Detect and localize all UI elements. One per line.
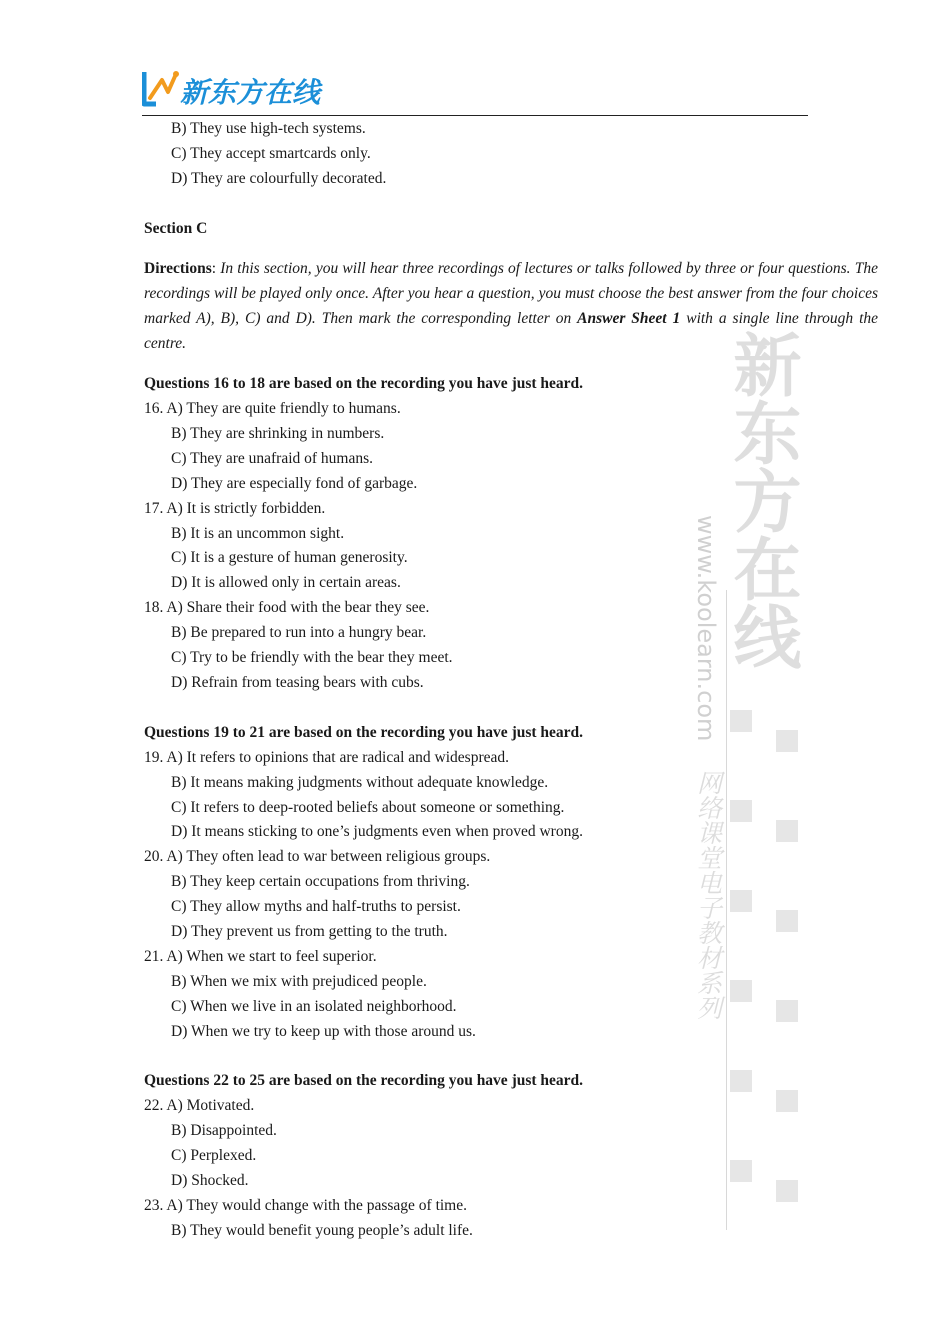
option-line: D) Shocked. <box>171 1172 249 1190</box>
brand-name: 新东方在线 <box>180 76 321 109</box>
document-body <box>144 117 878 1244</box>
group-heading: Questions 22 to 25 are based on the recording you have just heard. <box>144 1072 584 1090</box>
option-line: D) Refrain from teasing bears with cubs. <box>171 674 424 692</box>
option-line: C) When we live in an isolated neighborhood. <box>171 997 457 1015</box>
option-line: C) It is a gesture of human generosity. <box>171 549 408 567</box>
group-heading: Questions 19 to 21 are based on the recording you have just heard. <box>144 723 584 741</box>
section-title: Section C <box>144 219 208 237</box>
option-line: D) It is allowed only in certain areas. <box>171 574 401 592</box>
directions-label: Directions <box>144 260 212 278</box>
option-line: C) Perplexed. <box>171 1147 257 1165</box>
question-line: 22. A) Motivated. <box>144 1097 255 1115</box>
option-line: D) They are especially fond of garbage. <box>171 474 418 492</box>
option-line: B) They would benefit young people’s adult life. <box>171 1221 473 1239</box>
option-line: B) Be prepared to run into a hungry bear. <box>171 624 427 642</box>
question-line: 23. A) They would change with the passage of time. <box>144 1197 467 1215</box>
spacer <box>144 696 878 721</box>
spacer <box>144 192 878 217</box>
option-line: B) When we mix with prejudiced people. <box>171 972 427 990</box>
header-divider <box>142 115 808 116</box>
watermark-brand: 新东方在线 <box>722 330 802 670</box>
option-line: B) It means making judgments without adequate knowledge. <box>171 773 549 791</box>
option-line: C) Try to be friendly with the bear they meet. <box>171 649 453 667</box>
question-line: 21. A) When we start to feel superior. <box>144 947 377 965</box>
option-line: B) It is an uncommon sight. <box>171 524 345 542</box>
directions-paragraph: Directions: In this section, you will hear three recordings of lectures or talks followed by three or four questions. The recordings will be played only once. After you hear a question, you must choose the best answer from the four choices marked A), B), C) and D). Then mark the corresponding letter on Answer Sheet 1 with a single line through the centre. <box>144 260 879 352</box>
logo-mark-icon <box>144 71 179 104</box>
directions-text: In this section, you will hear three recordings of lectures or talks followed by three or four questions. The recordings will be played only once. After you hear a question, you must choose the best answer from the four choices marked A), B), C) and D). Then mark the corresponding letter on <box>144 260 878 327</box>
question-line: 20. A) They often lead to war between religious groups. <box>144 848 491 866</box>
option-line: D) When we try to keep up with those around us. <box>171 1022 476 1040</box>
watermark-series: 网络课堂电子教材系列 <box>693 770 723 1020</box>
group-heading: Questions 16 to 18 are based on the recording you have just heard. <box>144 375 584 393</box>
option-line: C) It refers to deep-rooted beliefs about someone or something. <box>171 798 565 816</box>
option-line: B) They use high-tech systems. <box>171 120 366 137</box>
directions-tail: with a single line through the centre. <box>144 309 879 352</box>
question-line: 18. A) Share their food with the bear they see. <box>144 599 430 617</box>
option-line: C) They accept smartcards only. <box>171 144 371 162</box>
spacer <box>144 1045 878 1070</box>
question-line: 17. A) It is strictly forbidden. <box>144 499 326 517</box>
option-line: B) They are shrinking in numbers. <box>171 424 385 442</box>
option-line: B) They keep certain occupations from thriving. <box>171 873 470 891</box>
option-line: D) They prevent us from getting to the truth. <box>171 923 448 941</box>
brand-logo <box>142 66 327 112</box>
option-line: D) It means sticking to one’s judgments even when proved wrong. <box>171 823 583 841</box>
option-line: B) Disappointed. <box>171 1122 277 1140</box>
option-line: C) They are unafraid of humans. <box>171 449 374 467</box>
watermark-url: www.koolearn.com <box>692 515 720 742</box>
option-line: D) They are colourfully decorated. <box>171 169 387 187</box>
option-line: C) They allow myths and half-truths to persist. <box>171 898 461 916</box>
question-line: 19. A) It refers to opinions that are radical and widespread. <box>144 748 509 766</box>
question-line: 16. A) They are quite friendly to humans. <box>144 400 401 418</box>
answer-sheet-label: Answer Sheet 1 <box>577 309 681 327</box>
